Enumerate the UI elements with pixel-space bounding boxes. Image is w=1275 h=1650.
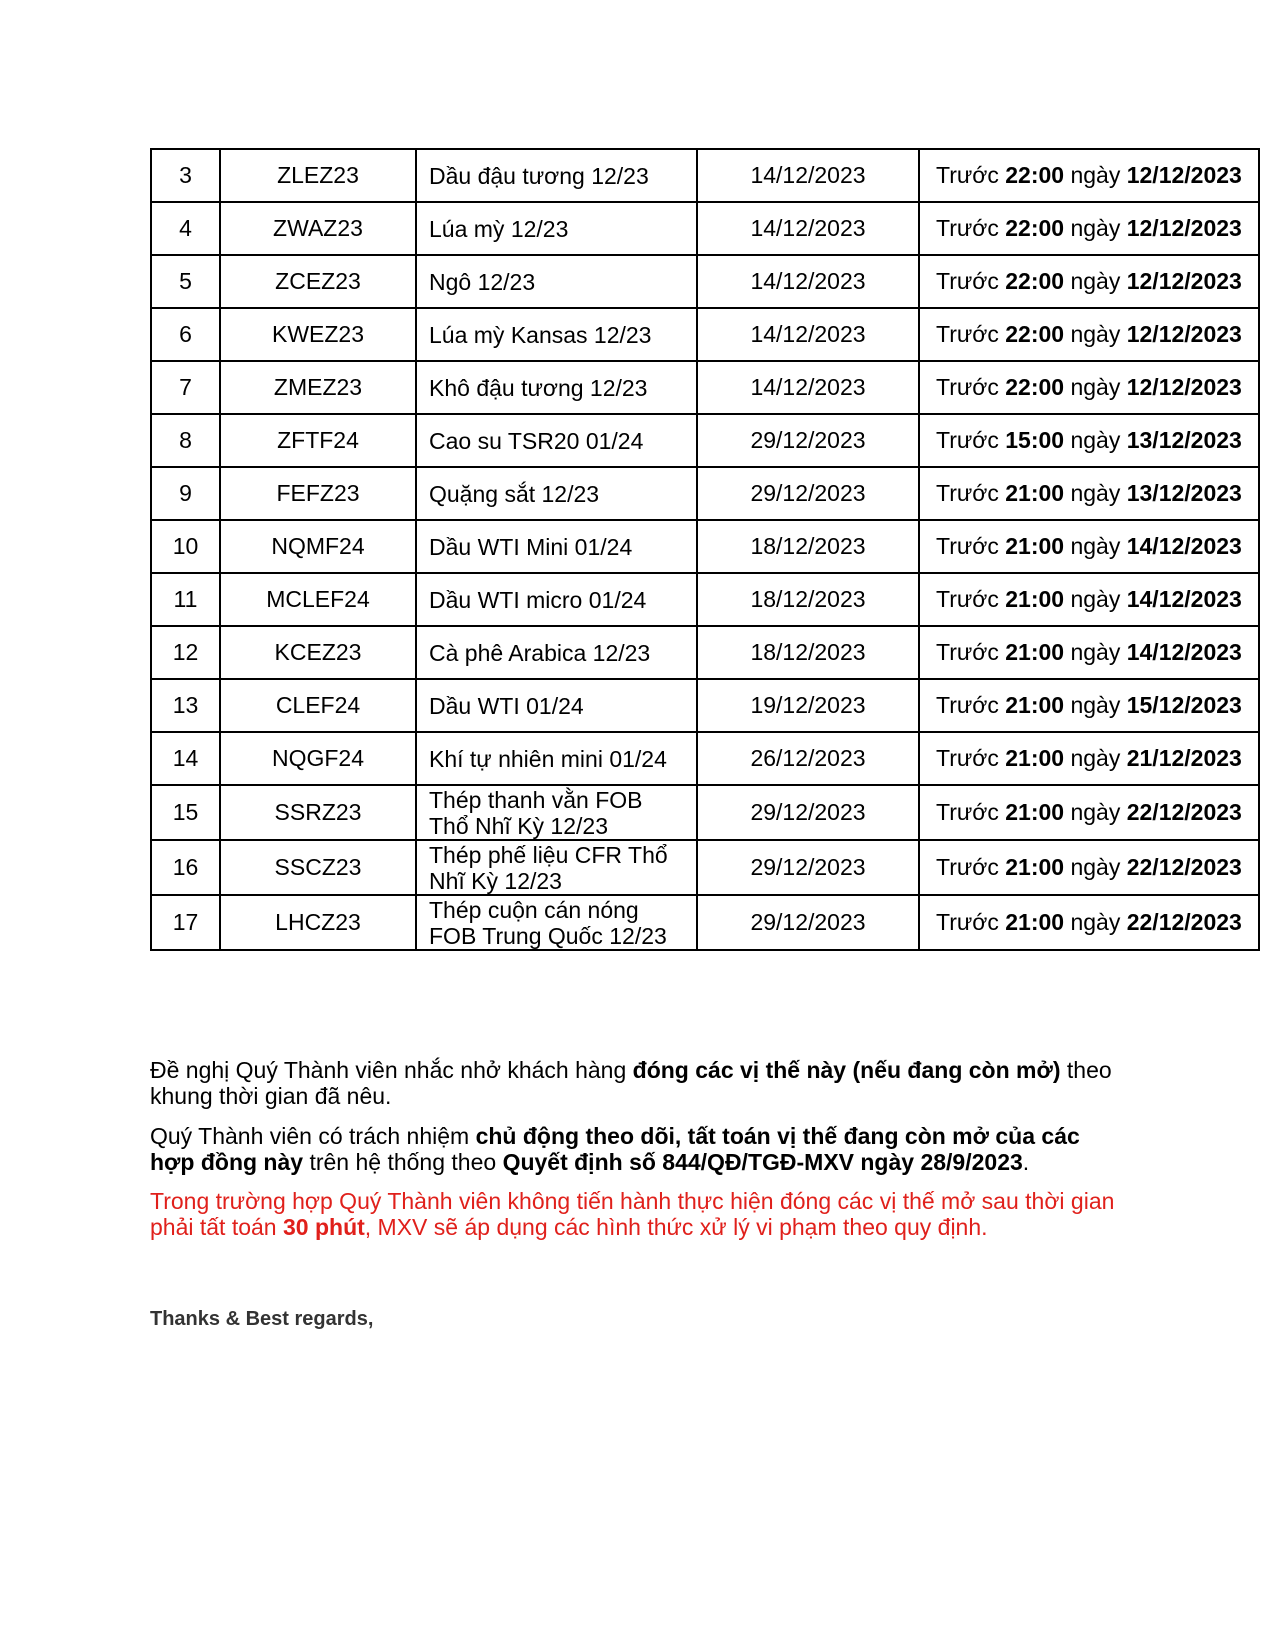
contract-code: KWEZ23 <box>220 308 416 361</box>
contract-name: Khí tự nhiên mini 01/24 <box>416 732 697 785</box>
table-row <box>151 255 1259 308</box>
row-number: 7 <box>151 361 220 414</box>
contract-code: NQMF24 <box>220 520 416 573</box>
contract-name: Ngô 12/23 <box>416 255 697 308</box>
contract-name: Dầu đậu tương 12/23 <box>416 149 697 202</box>
table-row <box>151 308 1259 361</box>
row-number: 11 <box>151 573 220 626</box>
contract-code: MCLEF24 <box>220 573 416 626</box>
table-row <box>151 626 1259 679</box>
expiry-date: 29/12/2023 <box>697 840 919 895</box>
contract-code: KCEZ23 <box>220 626 416 679</box>
contract-code: ZMEZ23 <box>220 361 416 414</box>
table-row <box>151 840 1259 895</box>
row-number: 5 <box>151 255 220 308</box>
contract-code: ZFTF24 <box>220 414 416 467</box>
close-deadline: Trước 21:00 ngày 15/12/2023 <box>919 679 1259 732</box>
reminder-paragraph: Đề nghị Quý Thành viên nhắc nhở khách hàng đóng các vị thế này (nếu đang còn mở) theo khung thời gian đã nêu. <box>150 1057 1112 1109</box>
table-row <box>151 361 1259 414</box>
expiry-date: 14/12/2023 <box>697 308 919 361</box>
row-number: 3 <box>151 149 220 202</box>
table-row <box>151 414 1259 467</box>
contract-name: Thép phế liệu CFR Thổ Nhĩ Kỳ 12/23 <box>416 840 697 895</box>
table-row <box>151 895 1259 950</box>
expiry-date: 29/12/2023 <box>697 414 919 467</box>
expiry-date: 14/12/2023 <box>697 149 919 202</box>
close-deadline: Trước 21:00 ngày 22/12/2023 <box>919 840 1259 895</box>
contract-name: Lúa mỳ Kansas 12/23 <box>416 308 697 361</box>
row-number: 14 <box>151 732 220 785</box>
contract-code: LHCZ23 <box>220 895 416 950</box>
responsibility-paragraph: Quý Thành viên có trách nhiệm chủ động theo dõi, tất toán vị thế đang còn mở của các hợp đồng này trên hệ thống theo Quyết định số 844/QĐ/TGĐ-MXV ngày 28/9/2023. <box>150 1123 1080 1175</box>
expiry-date: 26/12/2023 <box>697 732 919 785</box>
contract-name: Cà phê Arabica 12/23 <box>416 626 697 679</box>
contract-code: SSCZ23 <box>220 840 416 895</box>
row-number: 9 <box>151 467 220 520</box>
table-row <box>151 732 1259 785</box>
row-number: 13 <box>151 679 220 732</box>
penalty-warning-paragraph: Trong trường hợp Quý Thành viên không tiến hành thực hiện đóng các vị thế mở sau thời gian phải tất toán 30 phút, MXV sẽ áp dụng các hình thức xử lý vi phạm theo quy định. <box>150 1188 1115 1240</box>
close-deadline: Trước 22:00 ngày 12/12/2023 <box>919 149 1259 202</box>
contract-code: ZWAZ23 <box>220 202 416 255</box>
contract-code: SSRZ23 <box>220 785 416 840</box>
close-deadline: Trước 15:00 ngày 13/12/2023 <box>919 414 1259 467</box>
expiry-date: 18/12/2023 <box>697 520 919 573</box>
contract-name: Dầu WTI 01/24 <box>416 679 697 732</box>
close-deadline: Trước 21:00 ngày 21/12/2023 <box>919 732 1259 785</box>
expiry-date: 19/12/2023 <box>697 679 919 732</box>
expiry-date: 29/12/2023 <box>697 467 919 520</box>
contract-code: FEFZ23 <box>220 467 416 520</box>
expiry-date: 14/12/2023 <box>697 255 919 308</box>
row-number: 4 <box>151 202 220 255</box>
table-row <box>151 679 1259 732</box>
row-number: 12 <box>151 626 220 679</box>
contract-name: Thép thanh vằn FOB Thổ Nhĩ Kỳ 12/23 <box>416 785 697 840</box>
expiry-date: 18/12/2023 <box>697 626 919 679</box>
expiry-date: 14/12/2023 <box>697 202 919 255</box>
close-deadline: Trước 21:00 ngày 14/12/2023 <box>919 573 1259 626</box>
expiry-date: 29/12/2023 <box>697 785 919 840</box>
contract-code: ZLEZ23 <box>220 149 416 202</box>
close-deadline: Trước 21:00 ngày 14/12/2023 <box>919 626 1259 679</box>
row-number: 6 <box>151 308 220 361</box>
close-deadline: Trước 21:00 ngày 22/12/2023 <box>919 785 1259 840</box>
contract-name: Khô đậu tương 12/23 <box>416 361 697 414</box>
expiry-date: 29/12/2023 <box>697 895 919 950</box>
contract-name: Dầu WTI Mini 01/24 <box>416 520 697 573</box>
row-number: 8 <box>151 414 220 467</box>
table-row <box>151 520 1259 573</box>
table-row <box>151 573 1259 626</box>
contract-name: Thép cuộn cán nóng FOB Trung Quốc 12/23 <box>416 895 697 950</box>
expiry-date: 14/12/2023 <box>697 361 919 414</box>
contract-name: Dầu WTI micro 01/24 <box>416 573 697 626</box>
close-deadline: Trước 21:00 ngày 13/12/2023 <box>919 467 1259 520</box>
close-deadline: Trước 22:00 ngày 12/12/2023 <box>919 255 1259 308</box>
close-deadline: Trước 22:00 ngày 12/12/2023 <box>919 308 1259 361</box>
close-deadline: Trước 21:00 ngày 22/12/2023 <box>919 895 1259 950</box>
row-number: 16 <box>151 840 220 895</box>
close-deadline: Trước 21:00 ngày 14/12/2023 <box>919 520 1259 573</box>
contract-name: Lúa mỳ 12/23 <box>416 202 697 255</box>
close-deadline: Trước 22:00 ngày 12/12/2023 <box>919 361 1259 414</box>
contract-code: CLEF24 <box>220 679 416 732</box>
table-row <box>151 149 1259 202</box>
contract-code: NQGF24 <box>220 732 416 785</box>
table-row <box>151 785 1259 840</box>
contract-table <box>150 148 1260 951</box>
close-deadline: Trước 22:00 ngày 12/12/2023 <box>919 202 1259 255</box>
signature-line: Thanks & Best regards, <box>150 1308 374 1330</box>
expiry-date: 18/12/2023 <box>697 573 919 626</box>
table-row <box>151 202 1259 255</box>
row-number: 17 <box>151 895 220 950</box>
contract-name: Cao su TSR20 01/24 <box>416 414 697 467</box>
row-number: 10 <box>151 520 220 573</box>
row-number: 15 <box>151 785 220 840</box>
contract-code: ZCEZ23 <box>220 255 416 308</box>
table-row <box>151 467 1259 520</box>
contract-name: Quặng sắt 12/23 <box>416 467 697 520</box>
